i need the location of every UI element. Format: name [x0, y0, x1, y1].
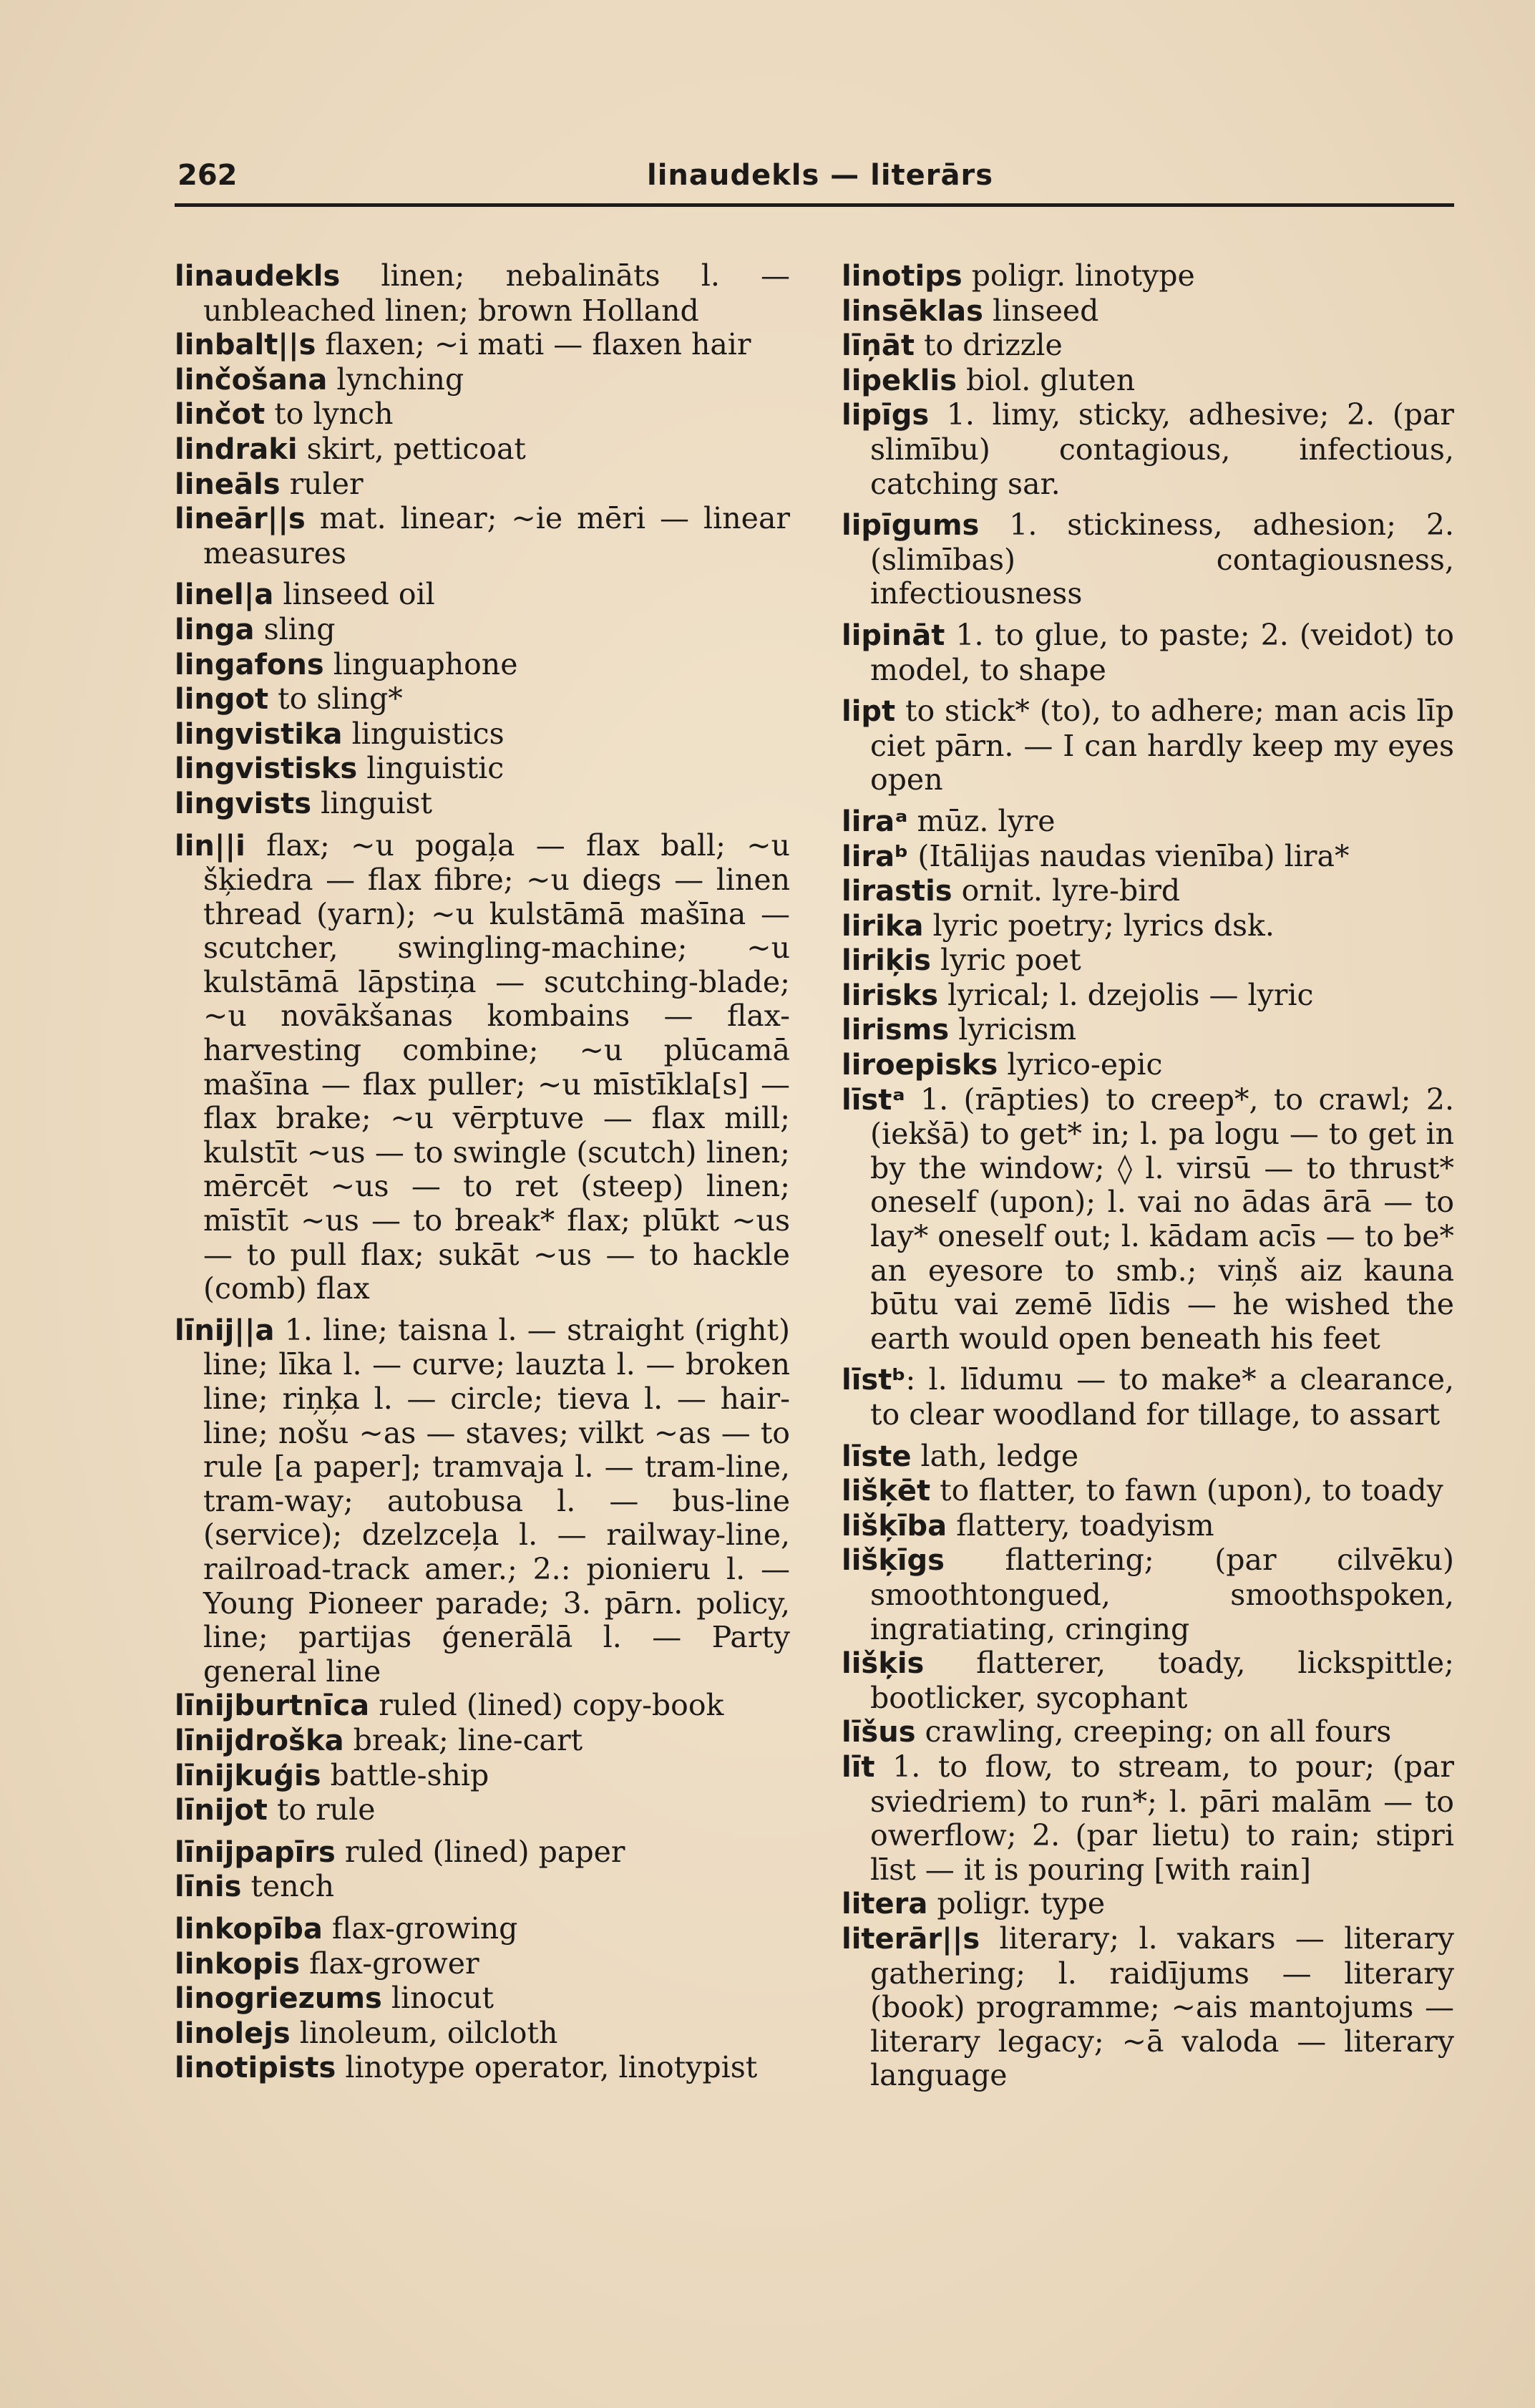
headword: linga [175, 613, 255, 646]
headword: līt [842, 1750, 875, 1784]
definition: 1. to flow, to stream, to pour; (par sviedriem) to run*; l. pāri malām — to owerflow; 2. (par lietu) to rain; stipri līst — it is pouring [with rain] [870, 1749, 1454, 1887]
definition: to flatter, to fawn (upon), to toady [930, 1473, 1443, 1508]
definition: to stick* (to), to adhere; man acis līp ciet pārn. — I can hardly keep my eyes open [870, 694, 1454, 797]
headword: liraᵇ [842, 840, 909, 873]
page-header [175, 153, 1454, 207]
definition: 1. line; taisna l. — straight (right) line; līka l. — curve; lauzta l. — broken line; riņķa l. — circle; tieva l. — hair-line; nošu ~as — staves; vilkt ~as — to rule [a paper]; tramvaja l. — tram-line, tram-way; autobusa l. — bus-line (service); dzelzceļa l. — railway-line, railroad-track amer.; 2.: pionieru l. — Young Pioneer parade; 3. pārn. policy, line; partijas ģenerālā l. — Party general line [203, 1312, 790, 1689]
headword: lineār||s [175, 503, 306, 536]
dictionary-entry [842, 618, 1454, 687]
definition: to rule [267, 1792, 376, 1827]
headword: litera [842, 1888, 928, 1921]
page-number: 262 [177, 159, 238, 192]
dictionary-entry [842, 694, 1454, 797]
headword: lipīgums [842, 509, 980, 543]
headword: literār||s [842, 1922, 980, 1956]
definition: to lynch [265, 397, 394, 432]
dictionary-entry [175, 467, 790, 503]
headword: līstᵃ [842, 1083, 905, 1117]
dictionary-entry [842, 1887, 1454, 1922]
definition: sling [254, 611, 336, 646]
headword: linogriezums [175, 1982, 382, 2016]
dictionary-entry [842, 1440, 1454, 1475]
dictionary-entry [175, 717, 790, 752]
right-column [842, 259, 1454, 2093]
definition: mat. linear; ~ie mēri — linear measures [203, 501, 790, 571]
headword: lipināt [842, 618, 945, 652]
headword: lingvists [175, 787, 312, 820]
definition: ruled (lined) paper [335, 1834, 625, 1869]
dictionary-entry [842, 1750, 1454, 1887]
definition: (Itālijas naudas vienība) lira* [908, 838, 1350, 873]
headword: liriķis [842, 944, 931, 978]
definition: literary; l. vakars — literary gathering; l. raidījums — literary (book) programme; ~ais mantojums — literary legacy; ~ā valoda — literary language [870, 1921, 1454, 2093]
dictionary-entry [842, 943, 1454, 979]
definition: poligr. type [927, 1886, 1106, 1921]
definition: flatterer, toady, lickspittle; bootlicker, sycophant [870, 1646, 1454, 1715]
definition: flax-grower [300, 1946, 479, 1981]
dictionary-entry [175, 1947, 790, 1982]
headword: linčošana [175, 363, 328, 397]
headword: līnij||a [175, 1314, 275, 1347]
dictionary-entry [175, 682, 790, 717]
headword: liroepisks [842, 1049, 998, 1082]
headword: lindraki [175, 432, 298, 466]
dictionary-entry [842, 874, 1454, 909]
dictionary-entry [842, 329, 1454, 364]
headword: līšus [842, 1716, 916, 1749]
headword: līnijkuģis [175, 1759, 321, 1792]
dictionary-entry [842, 508, 1454, 611]
headword: lirastis [842, 875, 952, 908]
dictionary-entry [175, 363, 790, 398]
definition: lyric poet [930, 943, 1081, 978]
dictionary-entry [842, 1543, 1454, 1646]
definition: flattering; (par cilvēku) smoothtongued, smoothspoken, ingratiating, cringing [870, 1543, 1454, 1646]
dictionary-entry [175, 1689, 790, 1724]
headword: linkopība [175, 1912, 323, 1946]
definition: biol. gluten [957, 362, 1136, 397]
headword: linaudekls [175, 260, 341, 293]
definition: linguaphone [323, 646, 518, 681]
running-head: linaudekls — literārs [647, 159, 994, 192]
dictionary-entry [842, 909, 1454, 944]
dictionary-entry [175, 502, 790, 571]
headword: lingot [175, 683, 269, 717]
definition: battle-ship [321, 1757, 489, 1792]
headword: lišķība [842, 1509, 947, 1543]
dictionary-entry [842, 1922, 1454, 2093]
dictionary-entry [842, 1363, 1454, 1432]
definition: linocut [381, 1981, 494, 2016]
headword: linotips [842, 260, 963, 293]
headword: linbalt||s [175, 329, 316, 362]
definition: lynching [327, 361, 464, 397]
dictionary-entry [175, 2016, 790, 2052]
definition: break; line-cart [343, 1722, 583, 1757]
dictionary-entry [175, 397, 790, 432]
definition: 1. to glue, to paste; 2. (veidot) to model, to shape [870, 617, 1454, 687]
dictionary-entry [175, 752, 790, 787]
headword: lipīgs [842, 399, 930, 432]
dictionary-entry [175, 2051, 790, 2086]
dictionary-entry [842, 1013, 1454, 1048]
dictionary-entry [842, 1715, 1454, 1750]
definition: : l. līdumu — to make* a clearance, to clear woodland for tillage, to assart [870, 1362, 1454, 1432]
dictionary-entry [175, 1981, 790, 2016]
definition: skirt, petticoat [297, 431, 526, 466]
headword: lineāls [175, 467, 281, 501]
headword: linkopis [175, 1947, 301, 1981]
headword: līņāt [842, 329, 915, 363]
definition: linotype operator, linotypist [336, 2050, 758, 2085]
headword: linsēklas [842, 294, 983, 328]
definition: tench [241, 1869, 334, 1904]
dictionary-entry [175, 787, 790, 822]
dictionary-entry [175, 829, 790, 1306]
definition: crawling, creeping; on all fours [915, 1714, 1392, 1749]
headword: līnis [175, 1870, 242, 1904]
definition: linguistic [357, 751, 505, 786]
definition: linen; nebalināts l. — unbleached linen; brown Holland [203, 258, 790, 328]
headword: lingvistika [175, 717, 343, 751]
definition: lyricism [949, 1012, 1077, 1047]
headword: lingvistisks [175, 752, 358, 786]
headword: līnijpapīrs [175, 1835, 336, 1869]
dictionary-entry [175, 578, 790, 613]
definition: linguist [311, 785, 433, 820]
headword: līnijburtnīca [175, 1689, 370, 1723]
headword: lišķis [842, 1647, 925, 1681]
dictionary-entry [175, 328, 790, 363]
definition: flattery, toadyism [947, 1508, 1214, 1543]
dictionary-entry [175, 432, 790, 467]
definition: flax-growing [322, 1911, 518, 1946]
headword: linčot [175, 398, 265, 432]
headword: lipeklis [842, 364, 957, 397]
definition: mūz. lyre [907, 803, 1056, 838]
dictionary-entry [842, 1083, 1454, 1356]
dictionary-entry [842, 294, 1454, 329]
dictionary-entry [842, 398, 1454, 501]
headword: liraᵃ [842, 805, 908, 838]
definition: to drizzle [915, 328, 1063, 363]
headword: līstᵇ [842, 1364, 906, 1397]
definition: linoleum, oilcloth [290, 2015, 558, 2050]
headword: lingafons [175, 648, 324, 681]
headword: lirisms [842, 1014, 950, 1047]
dictionary-entry [842, 1474, 1454, 1509]
definition: 1. limy, sticky, adhesive; 2. (par slimību) contagious, infectious, catching sar. [870, 397, 1454, 501]
definition: 1. (rāpties) to creep*, to crawl; 2. (iekšā) to get* in; l. pa logu — to get in by the window; ◊ l. virsū — to thrust* oneself (upon); l. vai no ādas ārā — to lay* oneself out; l. kādam acīs — to be* an eyesore to smb.; viņš aiz kauna būtu vai zemē līdis — he wished the earth would open beneath his feet [870, 1082, 1454, 1356]
left-column [175, 259, 790, 2086]
definition: poligr. linotype [962, 258, 1195, 293]
definition: to sling* [268, 681, 403, 717]
dictionary-entry [842, 979, 1454, 1014]
dictionary-entry [842, 805, 1454, 840]
headword: lišķīgs [842, 1544, 945, 1578]
dictionary-entry [175, 1724, 790, 1759]
definition: lyrical; l. dzejolis — lyric [938, 977, 1314, 1012]
headword: lirika [842, 909, 924, 943]
dictionary-entry [175, 1870, 790, 1905]
definition: 1. stickiness, adhesion; 2. (slimības) contagiousness, infectiousness [870, 508, 1454, 611]
dictionary-entry [842, 364, 1454, 399]
definition: linguistics [342, 716, 505, 751]
headword: lirisks [842, 979, 939, 1012]
dictionary-entry [842, 259, 1454, 294]
headword: lišķēt [842, 1475, 931, 1508]
dictionary-entry [175, 1793, 790, 1828]
definition: linseed oil [273, 577, 435, 612]
headword: linel|a [175, 578, 274, 612]
dictionary-entry [842, 1509, 1454, 1544]
dictionary-entry [175, 1759, 790, 1794]
dictionary-entry [175, 259, 790, 328]
dictionary-entry [842, 1048, 1454, 1083]
dictionary-entry [175, 1835, 790, 1870]
dictionary-entry [842, 1646, 1454, 1715]
headword: lin||i [175, 829, 245, 863]
definition: lyrico-epic [998, 1047, 1163, 1082]
headword: līste [842, 1440, 912, 1473]
definition: ornit. lyre-bird [952, 873, 1181, 908]
definition: ruler [280, 466, 364, 501]
dictionary-entry [175, 648, 790, 683]
headword: līnijdroška [175, 1724, 344, 1757]
definition: flaxen; ~i mati — flaxen hair [316, 327, 751, 362]
dictionary-entry [175, 613, 790, 648]
definition: lath, ledge [911, 1438, 1079, 1473]
definition: linseed [983, 293, 1099, 328]
definition: flax; ~u pogaļa — flax ball; ~u šķiedra — flax fibre; ~u diegs — linen thread (yarn); ~u kulstāmā mašīna — scutcher, swingling-machine; ~u kulstāmā lāpstiņa — scutching-blade; ~u novākšanas kombains — flax-harvesting combine; ~u plūcamā mašīna — flax puller; ~u mīstīkla[s] — flax brake; ~u vērptuve — flax mill; kulstīt ~us — to swingle (scutch) linen; mērcēt ~us — to ret (steep) linen; mīstīt ~us — to break* flax; plūkt ~us — to pull flax; sukāt ~us — to hackle (comb) flax [203, 827, 790, 1306]
dictionary-entry [175, 1912, 790, 1947]
dictionary-entry [842, 840, 1454, 875]
definition: lyric poetry; lyrics dsk. [923, 908, 1275, 943]
dictionary-entry [175, 1314, 790, 1689]
headword: linolejs [175, 2016, 291, 2050]
headword: lipt [842, 695, 896, 729]
definition: ruled (lined) copy-book [369, 1688, 724, 1723]
headword: linotipists [175, 2052, 336, 2085]
headword: līnijot [175, 1794, 268, 1827]
